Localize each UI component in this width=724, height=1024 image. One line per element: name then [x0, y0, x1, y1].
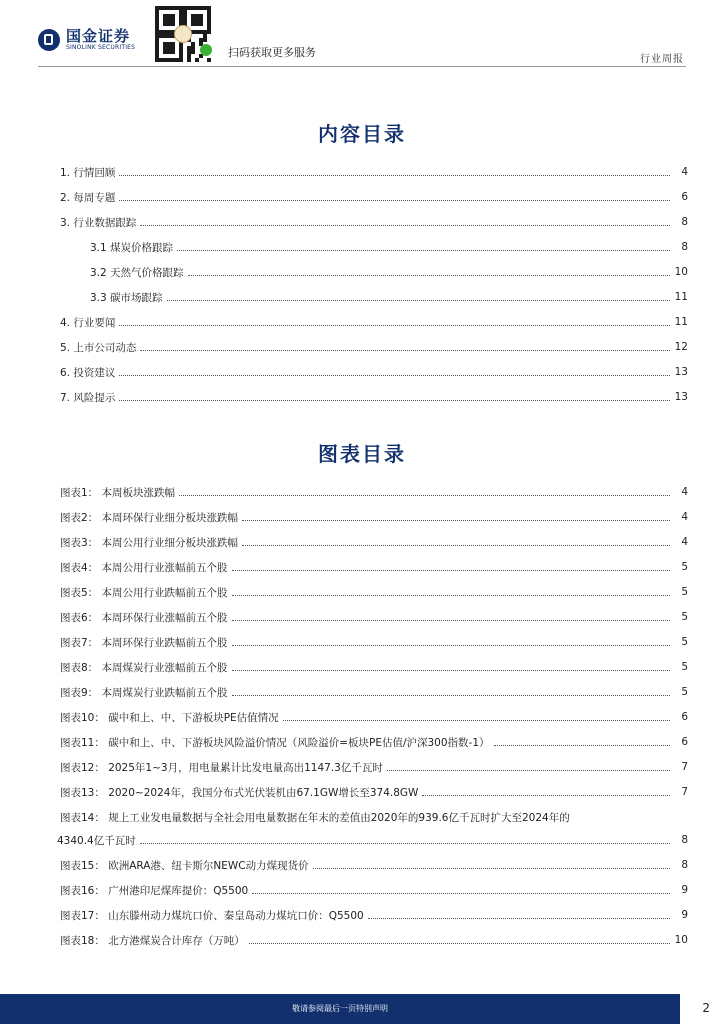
- figure-entry-label: 4340.4亿千瓦时: [57, 834, 136, 847]
- toc-entry-page: 13: [674, 366, 688, 378]
- scan-prompt: 扫码获取更多服务: [228, 46, 316, 59]
- footer-bar: [0, 994, 680, 1024]
- figure-entry-label: 图表16： 广州港印尼煤库提价：Q5500: [60, 884, 249, 897]
- figure-entry-label: 图表12： 2025年1~3月，用电量累计比发电量高出1147.3亿千瓦时: [60, 761, 383, 774]
- figure-entry[interactable]: [60, 907, 688, 923]
- figure-entry-label: 图表13： 2020~2024年，我国分布式光伏装机由67.1GW增长至374.8GW: [60, 786, 419, 799]
- figure-entry-label: 图表5： 本周公用行业跌幅前五个股: [60, 586, 228, 599]
- figure-entry-page: 5: [681, 636, 688, 648]
- page-header: [0, 0, 724, 68]
- logo-name-en: SINOLINK SECURITIES: [66, 44, 136, 51]
- toc-entry-page: 10: [674, 266, 688, 278]
- toc-entry-label: 3.2 天然气价格跟踪: [90, 266, 184, 279]
- figure-entry-label: 图表4： 本周公用行业涨幅前五个股: [60, 561, 228, 574]
- figure-entry-label: 图表9： 本周煤炭行业跌幅前五个股: [60, 686, 228, 699]
- toc-entry[interactable]: [60, 389, 688, 405]
- toc-entry[interactable]: [60, 339, 688, 355]
- figure-entry[interactable]: [60, 932, 688, 948]
- toc-entry[interactable]: [60, 214, 688, 230]
- figure-entry[interactable]: [60, 709, 688, 725]
- figure-entry-label: 图表8： 本周煤炭行业涨幅前五个股: [60, 661, 228, 674]
- toc-entry-label: 2. 每周专题: [60, 191, 116, 204]
- figure-entry-page: 9: [681, 909, 688, 921]
- figure-entry-page: 7: [681, 786, 688, 798]
- figure-entry-page: 8: [681, 859, 688, 871]
- header-divider: [38, 66, 686, 67]
- figure-entry-page: 8: [681, 834, 688, 846]
- toc-subentry[interactable]: [90, 264, 688, 280]
- figure-entry-page: 9: [681, 884, 688, 896]
- toc-entry[interactable]: [60, 364, 688, 380]
- figure-entry-label: 图表3： 本周公用行业细分板块涨跌幅: [60, 536, 239, 549]
- toc-entry-label: 3.1 煤炭价格跟踪: [90, 241, 174, 254]
- figure-entry-page: 10: [674, 934, 688, 946]
- figure-entry-wrapped-line[interactable]: [60, 809, 688, 825]
- company-logo: [38, 28, 135, 52]
- figure-entry-label: 图表14： 规上工业发电量数据与全社会用电量数据在年末的差值由2020年的939.6亿千瓦时扩大至2024年的: [60, 811, 570, 824]
- toc-entry-label: 4. 行业要闻: [60, 316, 116, 329]
- figure-entry[interactable]: [60, 734, 688, 750]
- figure-entry[interactable]: [60, 609, 688, 625]
- figure-entry-label: 图表1： 本周板块涨跌幅: [60, 486, 176, 499]
- report-type-label: 行业周报: [640, 54, 684, 65]
- figure-entry[interactable]: [60, 534, 688, 550]
- figure-entry-label: 图表2： 本周环保行业细分板块涨跌幅: [60, 511, 239, 524]
- figure-entry[interactable]: [60, 784, 688, 800]
- figure-entry-label: 图表18： 北方港煤炭合计库存（万吨）: [60, 934, 245, 947]
- figure-list-title: 图表目录: [318, 442, 406, 466]
- figure-entry-page: 5: [681, 586, 688, 598]
- toc-title: 内容目录: [318, 122, 406, 146]
- toc-entry-page: 6: [681, 191, 688, 203]
- toc-entry-label: 1. 行情回顾: [60, 166, 116, 179]
- figure-entry[interactable]: [60, 759, 688, 775]
- logo-icon: [38, 29, 60, 51]
- logo-name-cn: 国金证券: [66, 27, 131, 45]
- page-number: 2: [702, 1001, 710, 1015]
- footer-disclaimer: 敬请参阅最后一页特别声明: [292, 1004, 388, 1013]
- toc-entry-page: 4: [681, 166, 688, 178]
- figure-entry-label: 图表11： 碳中和上、中、下游板块风险溢价情况（风险溢价=板块PE估值/沪深300指数-1）: [60, 736, 490, 749]
- toc-entry[interactable]: [60, 314, 688, 330]
- toc-entry-label: 3.3 碳市场跟踪: [90, 291, 163, 304]
- toc-entry-page: 13: [674, 391, 688, 403]
- toc-entry-page: 8: [681, 241, 688, 253]
- toc-entry-label: 3. 行业数据跟踪: [60, 216, 137, 229]
- figure-entry-page: 5: [681, 561, 688, 573]
- figure-entry-page: 6: [681, 711, 688, 723]
- figure-entry[interactable]: [60, 882, 688, 898]
- toc-entry-page: 11: [674, 316, 688, 328]
- toc-entry-page: 11: [674, 291, 688, 303]
- toc-subentry[interactable]: [90, 239, 688, 255]
- figure-entry[interactable]: [60, 509, 688, 525]
- figure-entry-page: 4: [681, 536, 688, 548]
- toc-entry-page: 12: [674, 341, 688, 353]
- figure-entry-label: 图表6： 本周环保行业涨幅前五个股: [60, 611, 228, 624]
- toc-entry-label: 7. 风险提示: [60, 391, 116, 404]
- toc-entry-label: 5. 上市公司动态: [60, 341, 137, 354]
- figure-entry[interactable]: [60, 659, 688, 675]
- figure-entry[interactable]: [60, 857, 688, 873]
- toc-entry[interactable]: [60, 189, 688, 205]
- figure-entry[interactable]: [60, 684, 688, 700]
- figure-entry-page: 5: [681, 661, 688, 673]
- toc-entry[interactable]: [60, 164, 688, 180]
- figure-entry-page: 4: [681, 486, 688, 498]
- wechat-icon: [200, 44, 212, 56]
- figure-entry-label: 图表7： 本周环保行业跌幅前五个股: [60, 636, 228, 649]
- figure-entry[interactable]: [60, 634, 688, 650]
- toc-entry-page: 8: [681, 216, 688, 228]
- figure-entry-page: 7: [681, 761, 688, 773]
- page-footer: [0, 994, 724, 1024]
- figure-entry[interactable]: [60, 584, 688, 600]
- toc-subentry[interactable]: [90, 289, 688, 305]
- figure-entry[interactable]: [57, 832, 688, 848]
- figure-entry-page: 6: [681, 736, 688, 748]
- toc-entry-label: 6. 投资建议: [60, 366, 116, 379]
- figure-entry-page: 4: [681, 511, 688, 523]
- figure-entry-page: 5: [681, 686, 688, 698]
- figure-entry[interactable]: [60, 559, 688, 575]
- figure-entry-label: 图表17： 山东滕州动力煤坑口价、秦皇岛动力煤坑口价：Q5500: [60, 909, 364, 922]
- figure-entry[interactable]: [60, 484, 688, 500]
- figure-entry-label: 图表10： 碳中和上、中、下游板块PE估值情况: [60, 711, 279, 724]
- figure-entry-label: 图表15： 欧洲ARA港、纽卡斯尔NEWC动力煤现货价: [60, 859, 309, 872]
- figure-entry-page: 5: [681, 611, 688, 623]
